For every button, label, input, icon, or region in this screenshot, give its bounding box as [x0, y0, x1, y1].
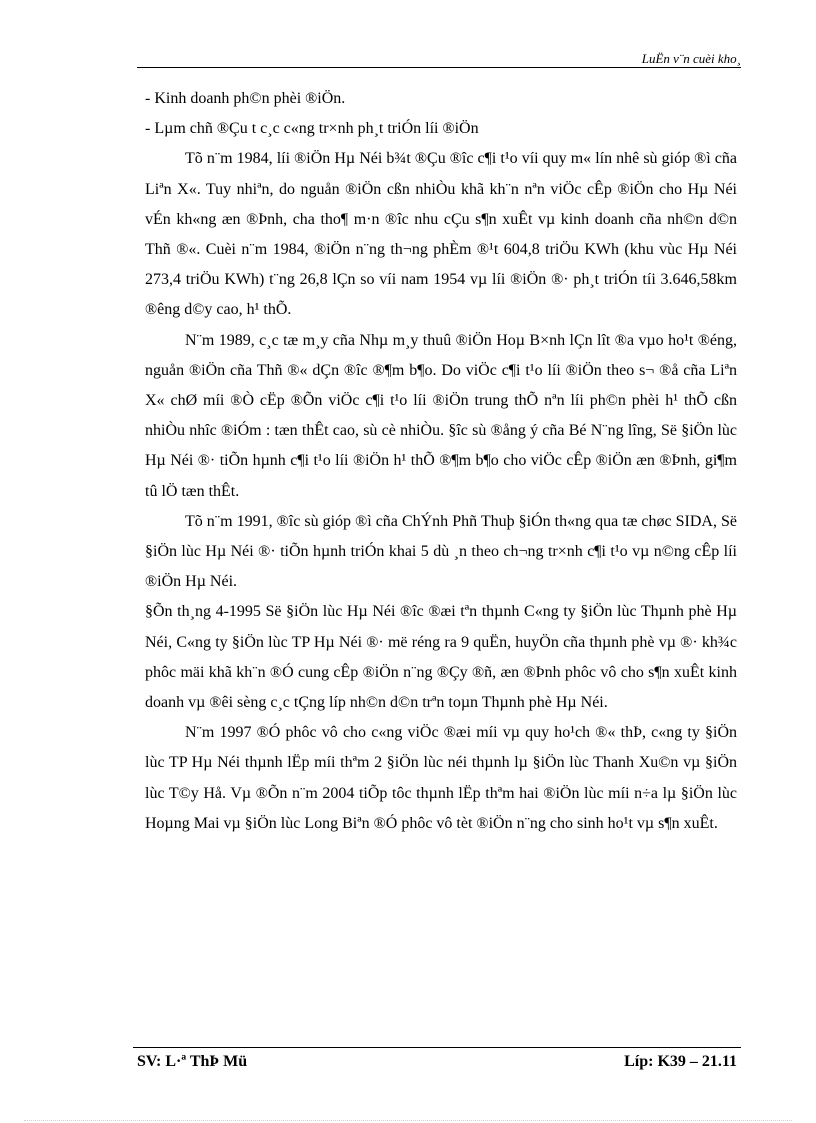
footer-class-code: Líp: K39 – 21.11 — [624, 1053, 737, 1070]
bullet-line: - Kinh doanh ph©n phèi ®iÖn. — [145, 90, 346, 107]
body-paragraph: §Õn th¸ng 4-1995 Së §iÖn lùc Hµ Néi ®îc ®æi tªn thµnh C«ng ty §iÖn lùc Thµnh phè Hµ Néi, C«ng ty §iÖn lùc TP Hµ Néi ®· më réng ra 9 quËn, huyÖn cña thµnh phè vµ ®· kh¾c phôc mäi khã kh¨n ®Ó cung cÊp ®iÖn n¨ng ®Çy ®ñ, æn ®Þnh phôc vô cho s¶n xuÊt kinh doanh vµ ®êi sèng c¸c tÇng líp nh©n d©n trªn toµn Thµnh phè Hµ Néi. — [145, 603, 737, 712]
body-paragraph: N¨m 1989, c¸c tæ m¸y cña Nhµ m¸y thuû ®iÖn Hoµ B×nh lÇn lît ®a vµo ho¹t ®éng, nguån ®iÖn cña Thñ ®« dÇn ®îc ®¶m b¶o. Do viÖc c¶i t¹o líi ®iÖn theo s¬ ®å cña Liªn X« chØ míi ®Ò cËp ®Õn viÖc c¶i t¹o líi ®iÖn trung thÕ nªn líi ph©n phèi h¹ thÕ cßn nhiÒu nhîc ®iÓm : tæn thÊt cao, sù cè nhiÒu. §îc sù ®ång ý cña Bé N¨ng lîng, Së §iÖn lùc Hµ Néi ®· tiÕn hµnh c¶i t¹o líi ®iÖn h¹ thÕ ®¶m b¶o cho viÖc cÊp ®iÖn æn ®Þnh, gi¶m tû lÖ tæn thÊt. — [145, 331, 737, 500]
bullet-line: - Lµm chñ ®Çu t c¸c c«ng tr×nh ph¸t triÓn líi ®iÖn — [145, 120, 479, 138]
page-header — [137, 48, 741, 68]
header-rule — [137, 67, 741, 68]
page-footer — [137, 1053, 737, 1077]
footer-rule — [133, 1047, 741, 1048]
body-paragraph: Tõ n¨m 1991, ®îc sù gióp ®ì cña ChÝnh Phñ Thuþ §iÓn th«ng qua tæ chøc SIDA, Së §iÖn lùc Hµ Néi ®· tiÕn hµnh triÓn khai 5 dù ¸n theo ch¬ng tr×nh c¶i t¹o vµ n©ng cÊp líi ®iÖn Hµ Néi. — [145, 512, 737, 591]
running-title: LuËn v¨n cuèi kho¸ — [641, 51, 741, 66]
document-body — [145, 84, 737, 839]
page-edge — [24, 1120, 792, 1121]
body-paragraph: Tõ n¨m 1984, líi ®iÖn Hµ Néi b¾t ®Çu ®îc c¶i t¹o víi quy m« lín nhê sù gióp ®ì cña Liªn X«. Tuy nhiªn, do nguån ®iÖn cßn nhiÒu khã kh¨n nªn viÖc cÊp ®iÖn cho Hµ Néi vÉn kh«ng æn ®Þnh, cha tho¶ m·n ®îc nhu cÇu s¶n xuÊt vµ kinh doanh cña nh©n d©n Thñ ®«. Cuèi n¨m 1984, ®iÖn n¨ng th¬ng phÈm ®¹t 604,8 triÖu KWh (khu vùc Hµ Néi 273,4 triÖu KWh) t¨ng 26,8 lÇn so víi nam 1954 vµ líi ®iÖn ®· ph¸t triÓn tíi 3.646,58km ®êng d©y cao, h¹ thÕ. — [145, 150, 737, 319]
body-paragraph: N¨m 1997 ®Ó phôc vô cho c«ng viÖc ®æi míi vµ quy ho¹ch ®« thÞ, c«ng ty §iÖn lùc TP Hµ Néi thµnh lËp míi thªm 2 §iÖn lùc néi thµnh lµ §iÖn lùc Thanh Xu©n vµ §iÖn lùc T©y Hå. Vµ ®Õn n¨m 2004 tiÕp tôc thµnh lËp thªm hai ®iÖn lùc míi n÷a lµ §iÖn lùc Hoµng Mai vµ §iÖn lùc Long Biªn ®Ó phôc vô tèt ®iÖn n¨ng cho sinh ho¹t vµ s¶n xuÊt. — [145, 724, 737, 832]
footer-student-name: SV: L·ª ThÞ Mü — [137, 1053, 248, 1070]
